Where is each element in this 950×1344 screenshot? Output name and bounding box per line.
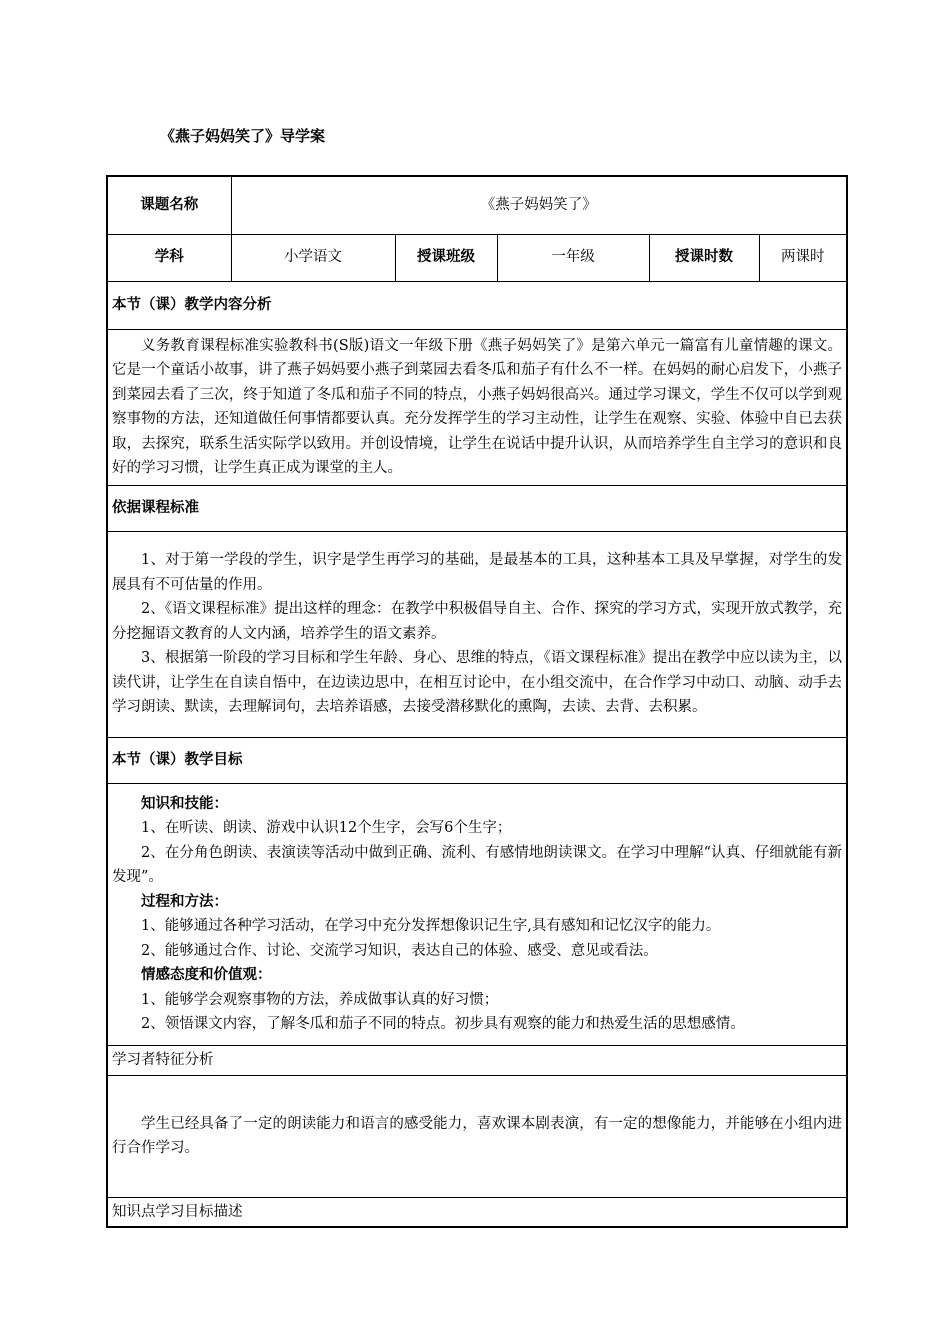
hours-value: 两课时 — [759, 234, 847, 281]
goal-item: 1、在听读、朗读、游戏中认识12个生字，会写6个生字； — [141, 820, 512, 836]
standard-item: 2、《语文课程标准》提出这样的理念：在教学中积极倡导自主、合作、探究的学习方式，实现开放式教学，充分挖掘语文教育的人文内涵，培养学生的语文素养。 — [112, 601, 843, 642]
topic-label: 课题名称 — [107, 176, 231, 234]
row-subject — [107, 234, 847, 281]
goals-heading: 本节（课）教学目标 — [107, 737, 847, 783]
knowledge-subheading: 知识和技能： — [141, 795, 228, 812]
learner-text: 学生已经具备了一定的朗读能力和语言的感受能力，喜欢课本剧表演，有一定的想像能力，并能够在小组内进行合作学习。 — [112, 1115, 843, 1156]
goal-item: 1、能够学会观察事物的方法，养成做事认真的好习惯； — [141, 991, 499, 1008]
row-learner-heading — [107, 1045, 847, 1075]
analysis-text: 义务教育课程标准实验教科书(S版)语文一年级下册《燕子妈妈笑了》是第六单元一篇富有儿童情趣的课文。它是一个童话小故事，讲了燕子妈妈要小燕子到菜园去看冬瓜和茄子有什么不一样。在妈妈的耐心启发下，小燕子到菜园去看了三次，终于知道了冬瓜和茄子不同的特点，小燕子妈妈很高兴。通过学习课文，学生不仅可以学到观察事物的方法，还知道做任何事情都要认真。充分发挥学生的学习主动性，让学生在观察、实验、体验中自已去获取，去探究，联系生活实际学以致用。并创设情境，让学生在说话中提升认识，从而培养学生自主学习的意识和良好的学习习惯，让学生真正成为课堂的主人。 — [112, 337, 843, 476]
topic-value: 《燕子妈妈笑了》 — [231, 176, 847, 234]
row-topic — [107, 176, 847, 234]
lesson-plan-table — [106, 175, 848, 1228]
row-knowledge-points-heading — [107, 1197, 847, 1227]
emotion-subheading: 情感态度和价值观： — [141, 967, 272, 983]
standards-heading: 依据课程标准 — [107, 485, 847, 531]
standard-item: 3、根据第一阶段的学习目标和学生年龄、身心、思维的特点，《语文课程标准》提出在教学中应以读为主，以读代讲，让学生在自读自悟中，在边读边思中，在相互讨论中，在小组交流中，在合作学习中动口、动脑、动手去学习朗读、默读，去理解词句，去培养语感，去接受潜移默化的熏陶，去读、去背、去积累。 — [112, 650, 843, 716]
standard-item: 1、对于第一学段的学生，识字是学生再学习的基础，是最基本的工具，这种基本工具及早掌握，对学生的发展具有不可估量的作用。 — [112, 552, 843, 593]
analysis-heading: 本节（课）教学内容分析 — [107, 281, 847, 329]
row-goals-body — [107, 783, 847, 1045]
process-subheading: 过程和方法： — [141, 893, 228, 910]
hours-label: 授课时数 — [649, 234, 759, 281]
row-analysis-body — [107, 329, 847, 485]
class-label: 授课班级 — [395, 234, 497, 281]
row-analysis-heading — [107, 281, 847, 329]
row-standards-body — [107, 531, 847, 737]
goal-item: 2、领悟课文内容，了解冬瓜和茄子不同的特点。初步具有观察的能力和热爱生活的思想感情。 — [141, 1016, 745, 1032]
subject-label: 学科 — [107, 234, 231, 281]
class-value: 一年级 — [497, 234, 649, 281]
knowledge-points-heading: 知识点学习目标描述 — [107, 1197, 847, 1227]
learner-heading: 学习者特征分析 — [107, 1045, 847, 1075]
goal-item: 2、能够通过合作、讨论、交流学习知识，表达自己的体验、感受、意见或看法。 — [141, 942, 658, 959]
row-standards-heading — [107, 485, 847, 531]
goal-item: 2、在分角色朗读、表演读等活动中做到正确、流利、有感情地朗读课文。在学习中理解“认真、仔细就能有新发现”。 — [112, 844, 843, 885]
goal-item: 1、能够通过各种学习活动，在学习中充分发挥想像识记生字,具有感知和记忆汉字的能力。 — [141, 918, 721, 934]
document-title: 《燕子妈妈笑了》导学案 — [160, 127, 326, 145]
row-learner-body — [107, 1075, 847, 1197]
subject-value: 小学语文 — [231, 234, 395, 281]
row-goals-heading — [107, 737, 847, 783]
